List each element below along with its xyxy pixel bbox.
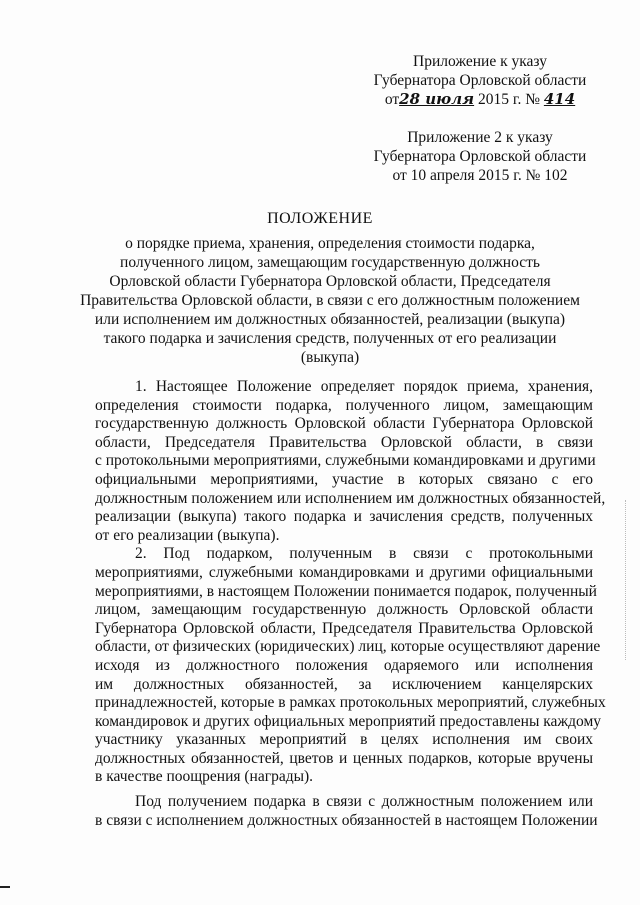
document-title: ПОЛОЖЕНИЕ <box>267 210 373 227</box>
subtitle-line: Правительства Орловской области, в связи с его должностным положением <box>80 292 580 309</box>
appendix-date-line <box>360 90 600 109</box>
paragraph-1 <box>95 378 606 545</box>
subtitle-line: такого подарка и зачисления средств, полученных от его реализации <box>103 330 557 347</box>
appendix-header-original <box>360 128 600 185</box>
appendix-2-title: Приложение 2 к указу <box>407 129 553 146</box>
paragraph-line: мероприятиями, в настоящем Положении понимается подарок, полученный <box>95 582 597 600</box>
subtitle-line: о порядке приема, хранения, определения стоимости подарка, <box>125 235 535 252</box>
paragraph-2 <box>95 545 606 787</box>
paragraph-line: в качестве поощрения (награды). <box>95 768 314 786</box>
paragraph-line: командировок и других официальных мероприятий предоставлены каждому <box>95 712 602 730</box>
paragraph-line: 2. Под подарком, полученным в связи с протокольными <box>135 545 593 563</box>
document-body <box>95 378 606 830</box>
paragraph-line: от его реализации (выкупа). <box>95 526 280 544</box>
date-prefix: от <box>384 91 400 108</box>
document-subtitle <box>60 234 600 367</box>
appendix-authority: Губернатора Орловской области <box>373 72 587 89</box>
handwritten-number: 414 <box>543 90 576 108</box>
subtitle-line: Орловской области Губернатора Орловской области, Председателя <box>109 273 551 290</box>
paragraph-line: Губернатора Орловской области, Председателя Правительства Орловской <box>95 619 593 637</box>
paragraph-line: 1. Настоящее Положение определяет порядок приема, хранения, <box>135 378 593 395</box>
paragraph-line: должностным положением или исполнением им должностных обязанностей, <box>95 489 606 507</box>
paragraph-line: лицом, замещающим государственную должность Орловской области <box>95 601 593 619</box>
appendix-title: Приложение к указу <box>413 53 547 70</box>
paragraph-line: принадлежностей, которые в рамках протокольных мероприятий, служебных <box>95 694 606 712</box>
appendix-header-current <box>360 52 600 109</box>
scan-margin-mark <box>0 886 10 888</box>
date-year: 2015 г. № <box>477 91 540 108</box>
paragraph-3 <box>95 793 598 830</box>
paragraph-line: области, Председателя Правительства Орловской области, в связи <box>95 433 593 451</box>
paragraph-line: исходя из должностного положения одаряемого или исполнения <box>95 656 593 674</box>
paragraph-line: с протокольными мероприятиями, служебными командировками и другими <box>95 452 596 470</box>
subtitle-line: (выкупа) <box>300 349 360 366</box>
paragraph-line: определения стоимости подарка, полученного лицом, замещающим <box>95 396 593 414</box>
appendix-2-date: от 10 апреля 2015 г. № 102 <box>392 167 568 184</box>
paragraph-line: участнику указанных мероприятий в целях исполнения им своих <box>95 731 593 749</box>
paragraph-line: официальными мероприятиями, участие в которых связано с его <box>95 470 593 488</box>
subtitle-line: или исполнением им должностных обязанностей, реализации (выкупа) <box>94 311 566 328</box>
paragraph-line: в связи с исполнением должностных обязанностей в настоящем Положении <box>95 811 598 829</box>
paragraph-line: реализации (выкупа) такого подарка и зачисления средств, полученных <box>95 508 593 526</box>
paragraph-line: должностных обязанностей, цветов и ценных подарков, которые вручены <box>95 749 593 767</box>
scan-edge-artifact <box>623 500 626 660</box>
paragraph-line: Под получением подарка в связи с должностным положением или <box>135 793 593 811</box>
paragraph-line: государственную должность Орловской области Губернатора Орловской <box>95 415 593 433</box>
handwritten-date: 28 июля <box>399 90 475 108</box>
paragraph-line: им должностных обязанностей, за исключением канцелярских <box>95 675 593 693</box>
appendix-2-authority: Губернатора Орловской области <box>373 148 587 165</box>
subtitle-line: полученного лицом, замещающим государственную должность <box>120 254 540 271</box>
paragraph-line: области, от физических (юридических) лиц, которые осуществляют дарение <box>95 638 601 656</box>
paragraph-line: мероприятиями, служебными командировками и другими официальными <box>95 563 593 581</box>
